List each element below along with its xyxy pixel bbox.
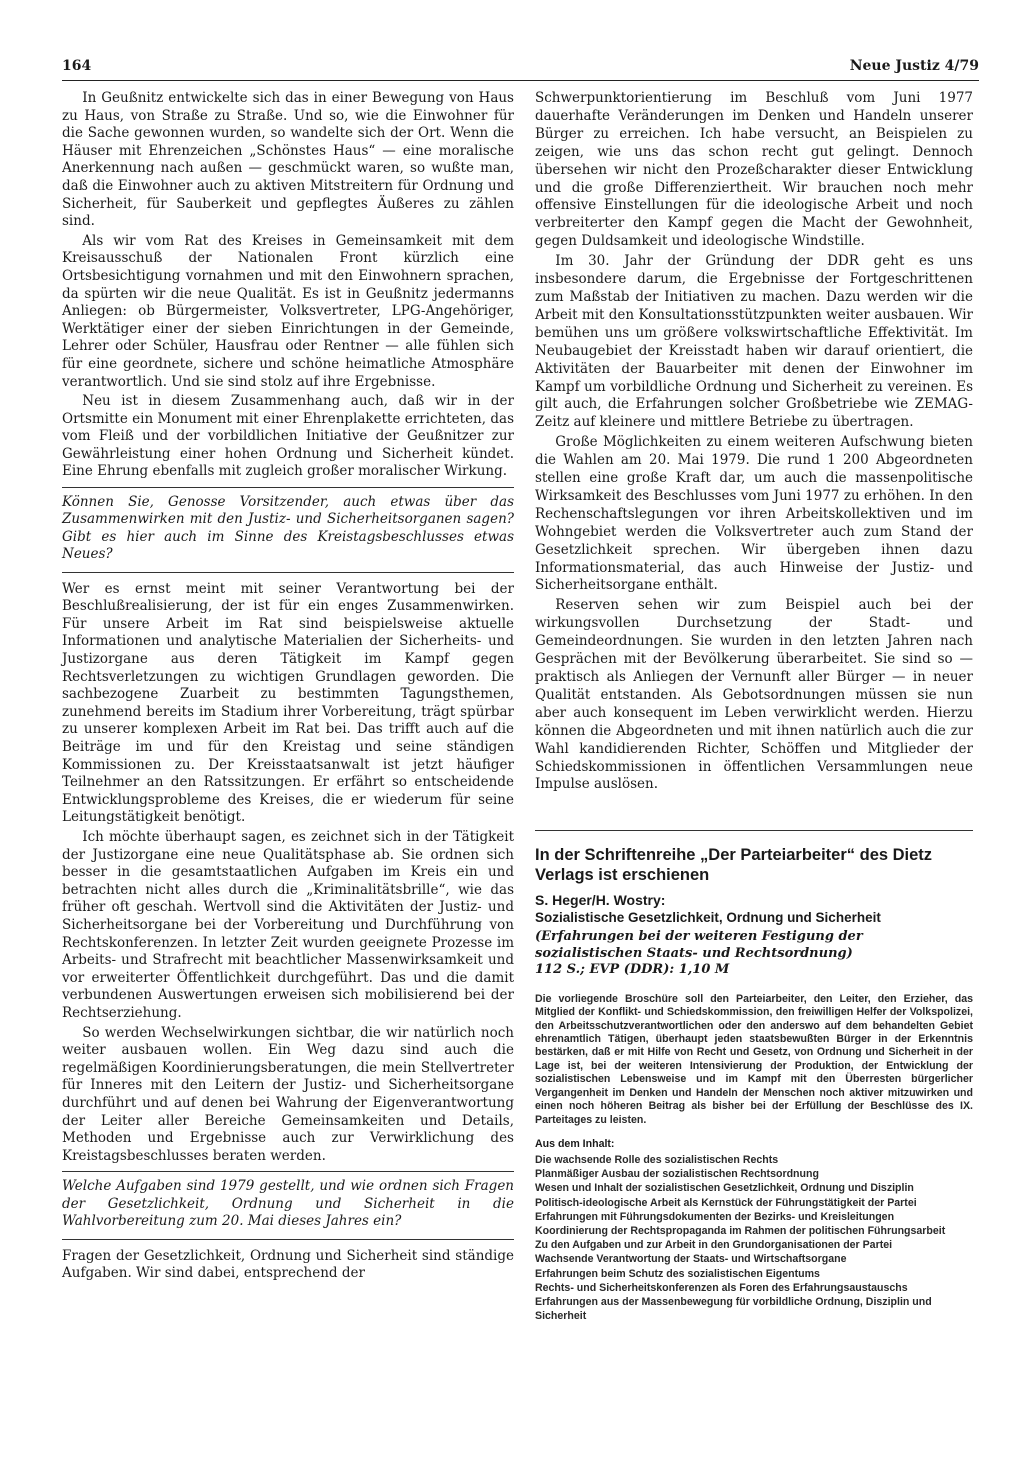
contents-item: Zu den Aufgaben und zur Arbeit in den Grundorganisationen der Partei [535, 1239, 893, 1252]
book-advert [535, 845, 973, 1323]
page-header [62, 58, 979, 80]
question-rule-top [62, 487, 514, 488]
contents-list [535, 1153, 973, 1323]
left-column [62, 90, 514, 1285]
advert-price: 112 S.; EVP (DDR): 1,10 M [535, 962, 730, 978]
question-rule-top [62, 1171, 514, 1172]
paragraph: So werden Wechselwirkungen sichtbar, die wir natürlich noch weiter ausbauen wollen. Ein Weg dazu sind auch die regelmäßigen Koordinierungsberatungen, die mein Stellvertreter für Inneres mit den Leitern der Justiz- und Sicherheitsorgane durchführt und auf denen bei Wahrung der Eigenverantwortung der Leiter aller Bereiche Gemeinsamkeiten und Details, Methoden und Ergebnisse auch zur Verwirklichung des Kreistagsbeschlusses beraten werden. [62, 1024, 514, 1164]
advert-title: In der Schriftenreihe „Der Parteiarbeiter“ des Dietz Verlags ist erschienen [535, 846, 933, 885]
contents-item: Politisch-ideologische Arbeit als Kernstück der Führungstätigkeit der Partei [535, 1196, 917, 1209]
advert-separator [535, 830, 973, 831]
contents-item: Planmäßiger Ausbau der sozialistischen Rechtsordnung [535, 1168, 819, 1181]
paragraph: Wer es ernst meint mit seiner Verantwortung bei der Beschlußrealisierung, der ist für ein enges Zusammenwirken. Für unsere Arbeit im Rat sind beispielsweise aktuelle Informationen und analytische Materialien der Sicherheits- und Justizorgane aus deren Tätigkeit im Kampf gegen Rechtsverletzungen zu wichtigen Grundlagen geworden. Die sachbezogene Zuarbeit zu bestimmten Tagungsthemen, zunehmend bereits im Stadium ihrer Vorbereitung, trägt spürbar zu unserer komplexen Arbeit im Rat bei. Das trifft auch auf die Beiträge im und für den Kreistag und seine ständigen Kommissionen zu. Der Kreisstaatsanwalt ist jetzt häufiger Teilnehmer an den Ratssitzungen. Er erfährt so entscheidende Entwicklungsprobleme des Kreises, die er wiederum für seine Leitungstätigkeit benötigt. [62, 580, 514, 826]
contents-item: Die wachsende Rolle des sozialistischen Rechts [535, 1153, 779, 1166]
paragraph: Ich möchte überhaupt sagen, es zeichnet sich in der Tätigkeit der Justizorgane eine neue Qualitätsphase ab. Sie ordnen sich besser in die gesamtstaatlichen Aufgaben im Kreis ein und betrachten nicht alles durch die „Kriminalitätsbrille“, wie das früher oft geschah. Wertvoll sind die Aktivitäten der Justiz- und Sicherheitsorgane bei der Vorbereitung und Durchführung von Rechtskonferenzen. In letzter Zeit wurden geeignete Prozesse im Arbeits- und Strafrecht mit beachtlicher Massenwirksamkeit und vor erweiterter Öffentlichkeit durchgeführt. Das und die damit verbundenen Auswertungen erweisen sich mobilisierend bei der Rechtserziehung. [62, 829, 514, 1021]
question-rule-bottom [62, 1239, 514, 1240]
contents-item: Wesen und Inhalt der sozialistischen Gesetzlichkeit, Ordnung und Disziplin [535, 1182, 914, 1195]
advert-subtitle: (Erfahrungen bei der weiteren Festigung der sozialistischen Staats- und Rechtsordnung) [535, 929, 863, 961]
contents-item: Erfahrungen aus der Massenbewegung für vorbildliche Ordnung, Disziplin und Sicherheit [535, 1295, 932, 1323]
page-number: 164 [62, 58, 92, 74]
interview-question: Können Sie, Genosse Vorsitzender, auch etwas über das Zusammenwirken mit den Justiz- und Sicherheitsorganen sagen? Gibt es hier auch im Sinne des Kreistagsbeschlusses etwas Neues? [62, 494, 514, 563]
contents-item: Koordinierung der Rechtspropaganda im Rahmen der politischen Führungsarbeit [535, 1224, 946, 1237]
contents-item: Rechts- und Sicherheitskonferenzen als Foren des Erfahrungsaustauschs [535, 1281, 908, 1294]
interview-question: Welche Aufgaben sind 1979 gestellt, und wie ordnen sich Fragen der Gesetzlichkeit, Ordnung und Sicherheit in die Wahlvorbereitung zum 20. Mai dieses Jahres ein? [62, 1178, 514, 1230]
advert-book-title: Sozialistische Gesetzlichkeit, Ordnung und Sicherheit [535, 910, 881, 926]
advert-authors: S. Heger/H. Wostry: [535, 892, 666, 909]
paragraph: Als wir vom Rat des Kreises in Gemeinsamkeit mit dem Kreisausschuß der Nationalen Front kürzlich eine Ortsbesichtigung vornahmen und mit den Einwohnern sprachen, da spürten wir die neue Qualität. Es ist in Geußnitz jedermanns Anliegen: ob Bürgermeister, Volksvertreter, LPG-Angehöriger, Werktätiger einer der sieben Einrichtungen in der Gemeinde, Lehrer oder Schüler, Hausfrau oder Rentner — alle fühlen sich für eine geordnete, sichere und schöne heimatliche Atmosphäre verantwortlich. Und sie sind stolz auf ihre Ergebnisse. [62, 232, 514, 390]
journal-title: Neue Justiz 4/79 [849, 58, 979, 74]
contents-item: Wachsende Verantwortung der Staats- und Wirtschaftsorgane [535, 1253, 847, 1266]
right-column [535, 90, 973, 1323]
advert-description: Die vorliegende Broschüre soll den Parteiarbeiter, den Leiter, den Erzieher, das Mitglied der Konflikt- und Schiedskommission, den freiwilligen Helfer der Volkspolizei, den Arbeitsschutzverantwortlichen oder den anderswo auf dem behandelten Gebiet ehrenamtlich Tätigen, überhaupt jeden staatsbewußten Bürger in der Erkenntnis bestärken, daß er mit Hilfe von Recht und Gesetz, von Ordnung und Sicherheit in der Lage ist, bei der weiteren Intensivierung der Produktion, der Entwicklung der sozialistischen Lebensweise und im Kampf mit den Überresten bürgerlicher Vergangenheit im Denken und Handeln der Menschen noch aktiver mitzuwirken und einen noch höheren Beitrag als bisher bei der Erfüllung der Beschlüsse des IX. Parteitages zu leisten. [535, 992, 973, 1126]
contents-label: Aus dem Inhalt: [535, 1137, 615, 1150]
paragraph: Große Möglichkeiten zu einem weiteren Aufschwung bieten die Wahlen am 20. Mai 1979. Die rund 1 200 Abgeordneten stellen eine große Kraft dar, um auch die massenpolitische Wirksamkeit des Beschlusses vom Juni 1977 zu erhöhen. In den Rechenschaftslegungen vor ihren Arbeitskollektiven und im Wohngebiet werden die Volksvertreter auch zum Stand der Gesetzlichkeit sprechen. Wir übergeben ihnen dazu Informationsmaterial, das auch Hinweise der Justiz- und Sicherheitsorgane enthält. [535, 434, 973, 594]
paragraph: Reserven sehen wir zum Beispiel auch bei der wirkungsvollen Durchsetzung der Stadt- und Gemeindeordnungen. Sie wurden in den letzten Jahren nach Gesprächen mit der Bevölkerung überarbeitet. Sie sind so — praktisch als Anliegen der Vernunft aller Bürger — in neuer Qualität entstanden. Als Gebotsordnungen müssen sie nun aber auch konsequent im Leben verwirklicht werden. Hierzu können die Abgeordneten und mit ihnen natürlich auch die zur Wahl kandidierenden Richter, Schöffen und Mitglieder der Schiedskommissionen in öffentlichen Versammlungen neue Impulse auslösen. [535, 597, 973, 793]
paragraph: Neu ist in diesem Zusammenhang auch, daß wir in der Ortsmitte ein Monument mit einer Ehrenplakette errichteten, das vom Fleiß und der vorbildlichen Initiative der Geußnitzer zur Gewährleistung einer hohen Ordnung und Sicherheit kündet. Eine Ehrung ebenfalls mit zugleich großer moralischer Wirkung. [62, 393, 514, 480]
contents-item: Erfahrungen mit Führungsdokumenten der Bezirks- und Kreisleitungen [535, 1210, 895, 1223]
question-rule-bottom [62, 572, 514, 573]
paragraph: Im 30. Jahr der Gründung der DDR geht es uns insbesondere darum, die Ergebnisse der Fortgeschrittenen zum Maßstab der Initiativen zu machen. Dazu werden wir die Arbeit mit den Konsultationsstützpunkten weiter ausbauen. Wir bemühen uns um größere volkswirtschaftliche Effektivität. Im Neubaugebiet der Kreisstadt haben wir darauf orientiert, die Aktivitäten der Bauarbeiter mit denen der Einwohner im Kampf um vorbildliche Ordnung und Sicherheit zu vereinen. Es gilt auch, die Erfahrungen solcher Großbetriebe wie ZEMAG-Zeitz auf kleinere und mittlere Betriebe zu übertragen. [535, 253, 973, 431]
paragraph: Fragen der Gesetzlichkeit, Ordnung und Sicherheit sind ständige Aufgaben. Wir sind dabei, entsprechend der [62, 1247, 514, 1282]
contents-item: Erfahrungen beim Schutz des sozialistischen Eigentums [535, 1267, 820, 1280]
paragraph: Schwerpunktorientierung im Beschluß vom Juni 1977 dauerhafte Veränderungen im Denken und Handeln unserer Bürger zu erreichen. Ich habe versucht, an Beispielen zu zeigen, wie uns das schon recht gut gelingt. Dennoch übersehen wir nicht den Prozeßcharakter dieser Entwicklung und die große Differenziertheit. Wir brauchen noch mehr offensive Einstellungen für die ideologische Arbeit und noch verbreiterter den Kampf gegen die Macht der Gewohnheit, gegen Duldsamkeit und ideologische Windstille. [535, 90, 973, 250]
paragraph: In Geußnitz entwickelte sich das in einer Bewegung von Haus zu Haus, von Straße zu Straße. Und so, wie die Einwohner für die Sache gewonnen wurden, so wandelte sich der Ort. Wenn die Häuser mit Ehrenzeichen „Schönstes Haus“ — eine moralische Anerkennung nach außen — geschmückt waren, so wußte man, daß die Einwohner auch zu aktiven Mitstreitern für Ordnung und Sicherheit, für Sauberkeit und gepflegtes Äußeres zu zählen sind. [62, 90, 514, 230]
header-rule [62, 80, 979, 81]
